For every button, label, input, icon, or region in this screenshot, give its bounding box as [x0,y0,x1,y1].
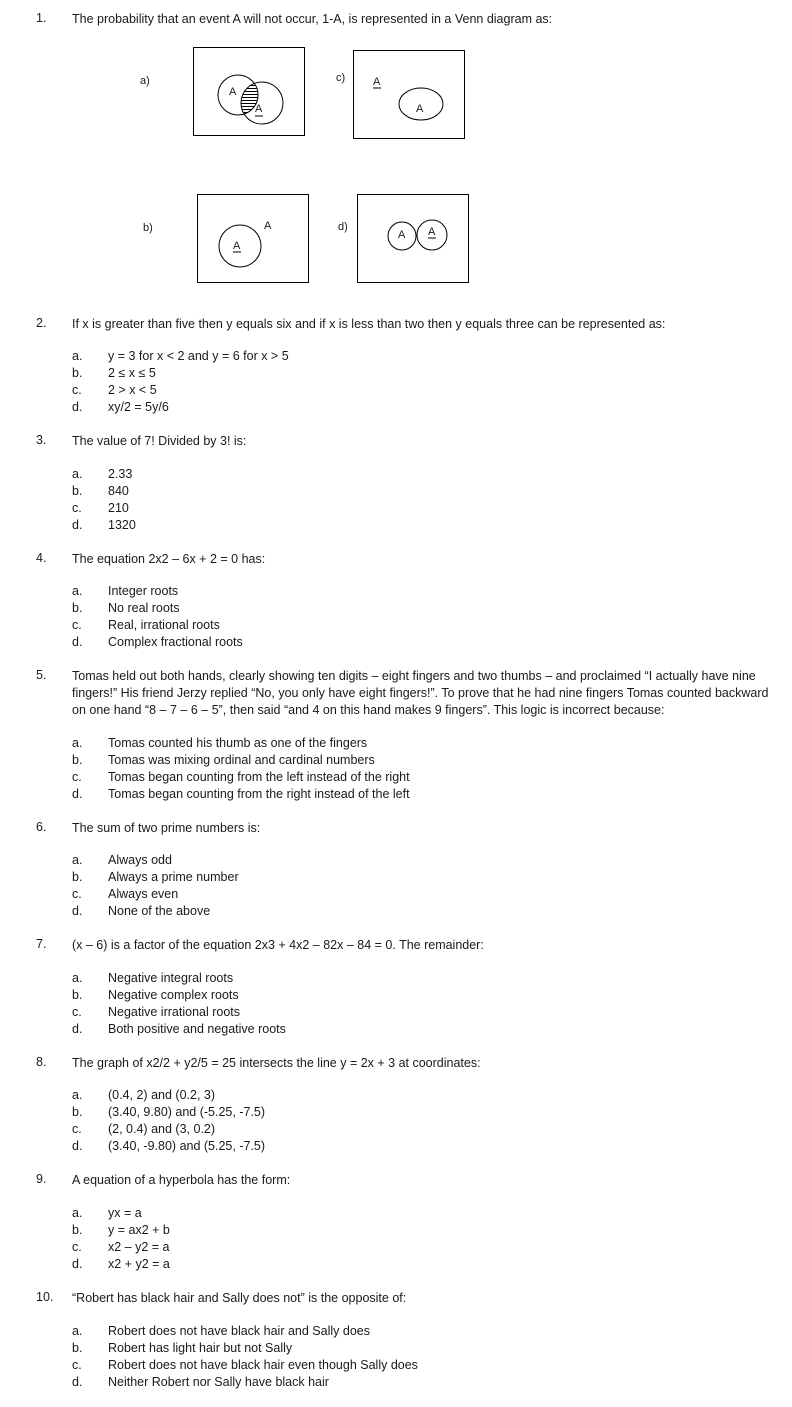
option-letter: c. [72,1240,82,1254]
question-text: The equation 2x2 – 6x + 2 = 0 has: [72,552,266,566]
question-number: 9. [36,1172,47,1186]
venn-option-d[interactable] [358,195,469,283]
option-letter: a. [72,1206,83,1220]
universe-box [198,195,309,283]
question-number: 7. [36,937,47,951]
option-text: Complex fractional roots [108,635,243,649]
option-letter: c. [72,383,82,397]
universe-box [354,51,465,139]
option-letter: d. [72,518,83,532]
option-letter: a. [72,349,83,363]
option-text: None of the above [108,904,211,918]
option-text: (2, 0.4) and (3, 0.2) [108,1122,216,1136]
option-text: 2 ≤ x ≤ 5 [108,366,156,380]
diagram-label-a: a) [140,75,150,87]
option-text: Negative irrational roots [108,1005,241,1019]
question-text: Tomas held out both hands, clearly showing ten digits – eight fingers and two thumbs – and proclaimed “I actually have nine fingers!” His friend Jerzy replied “No, you only have eight fingers!”. To prove that he had nine fingers Tomas counted backward on one hand “8 – 7 – 6 – 5”, then said “and 4 on this hand makes 9 fingers”. This logic is incorrect because: [72,669,769,717]
option-letter: c. [72,1358,82,1372]
option-letter: c. [72,770,82,784]
venn-text-a: A [416,103,424,115]
option-letter: c. [72,1005,82,1019]
option-text: Negative integral roots [108,971,234,985]
option-letter: b. [72,870,83,884]
option-letter: a. [72,1088,83,1102]
question-number: 2. [36,316,47,330]
option-text: Both positive and negative roots [108,1022,286,1036]
option-text: yx = a [108,1206,142,1220]
question-text: The probability that an event A will not occur, 1-A, is represented in a Venn diagram as: [72,12,553,26]
question-text: If x is greater than five then y equals six and if x is less than two then y equals three can be represented as: [72,317,666,331]
venn-option-a[interactable] [194,48,305,136]
option-letter: d. [72,1257,83,1271]
option-letter: b. [72,366,83,380]
option-letter: b. [72,1223,83,1237]
option-letter: b. [72,988,83,1002]
option-letter: c. [72,1122,82,1136]
question-number: 1. [36,11,47,25]
venn-text-a-complement: A [255,103,263,115]
option-text: Real, irrational roots [108,618,220,632]
option-text: x2 + y2 = a [108,1257,170,1271]
option-text: (0.4, 2) and (0.2, 3) [108,1088,216,1102]
option-text: Always even [108,887,179,901]
diagram-label-b: b) [143,222,153,234]
venn-option-c[interactable] [354,51,465,139]
option-text: Negative complex roots [108,988,239,1002]
question-number: 5. [36,668,47,682]
option-letter: d. [72,400,83,414]
option-text: y = 3 for x < 2 and y = 6 for x > 5 [108,349,289,363]
question-number: 6. [36,820,47,834]
venn-option-b[interactable] [198,195,309,283]
question-text: (x – 6) is a factor of the equation 2x3 + 4x2 – 82x – 84 = 0. The remainder: [72,938,484,952]
option-letter: b. [72,601,83,615]
diagram-label-d: d) [338,221,348,233]
universe-box [358,195,469,283]
question-text: “Robert has black hair and Sally does not” is the opposite of: [72,1291,407,1305]
option-text: y = ax2 + b [108,1223,170,1237]
option-text: (3.40, -9.80) and (5.25, -7.5) [108,1139,266,1153]
option-letter: c. [72,618,82,632]
option-letter: a. [72,584,83,598]
question-number: 3. [36,433,47,447]
option-letter: d. [72,1375,83,1389]
option-letter: d. [72,787,83,801]
option-text: Robert does not have black hair and Sally does [108,1324,370,1338]
option-letter: a. [72,971,83,985]
option-letter: b. [72,753,83,767]
option-text: x2 – y2 = a [108,1240,170,1254]
venn-text-a-complement: A [373,76,381,88]
option-text: Always odd [108,853,172,867]
option-text: Neither Robert nor Sally have black hair [108,1375,329,1389]
option-letter: b. [72,1105,83,1119]
venn-diagrams [0,0,792,300]
option-letter: d. [72,1022,83,1036]
diagram-label-c: c) [336,72,346,84]
venn-text-a: A [229,86,237,98]
option-letter: a. [72,853,83,867]
option-text: Always a prime number [108,870,239,884]
option-text: 210 [108,501,129,515]
option-text: 2.33 [108,467,133,481]
question-text: The graph of x2/2 + y2/5 = 25 intersects the line y = 2x + 3 at coordinates: [72,1056,481,1070]
option-letter: d. [72,635,83,649]
option-letter: a. [72,736,83,750]
venn-text-a-complement: A [233,240,241,252]
option-letter: b. [72,1341,83,1355]
option-text: Robert does not have black hair even though Sally does [108,1358,418,1372]
venn-text-a-complement: A [428,226,436,238]
option-letter: a. [72,467,83,481]
option-text: Tomas was mixing ordinal and cardinal numbers [108,753,375,767]
option-text: (3.40, 9.80) and (-5.25, -7.5) [108,1105,266,1119]
option-letter: c. [72,887,82,901]
option-text: xy/2 = 5y/6 [108,400,169,414]
option-text: Tomas counted his thumb as one of the fingers [108,736,368,750]
question-text: The sum of two prime numbers is: [72,821,261,835]
question-number: 8. [36,1055,47,1069]
question-text: A equation of a hyperbola has the form: [72,1173,291,1187]
question-text: The value of 7! Divided by 3! is: [72,434,247,448]
question-number: 10. [36,1290,54,1304]
option-text: 840 [108,484,129,498]
option-text: Tomas began counting from the left instead of the right [108,770,410,784]
option-letter: c. [72,501,82,515]
option-letter: a. [72,1324,83,1338]
option-letter: d. [72,904,83,918]
venn-text-a: A [264,220,272,232]
option-text: Robert has light hair but not Sally [108,1341,293,1355]
option-text: 1320 [108,518,136,532]
option-text: 2 > x < 5 [108,383,157,397]
option-text: Tomas began counting from the right instead of the left [108,787,410,801]
option-text: Integer roots [108,584,179,598]
option-letter: d. [72,1139,83,1153]
question-number: 4. [36,551,47,565]
venn-text-a: A [398,229,406,241]
option-text: No real roots [108,601,180,615]
option-letter: b. [72,484,83,498]
